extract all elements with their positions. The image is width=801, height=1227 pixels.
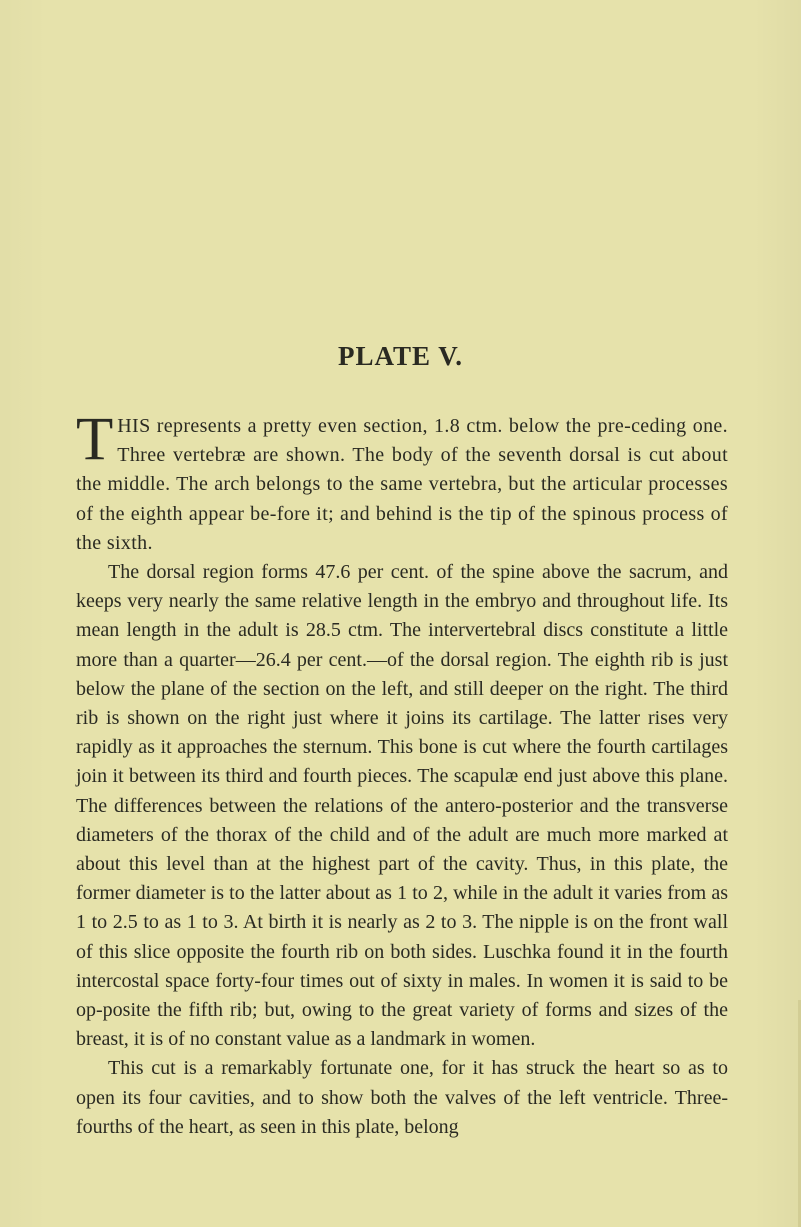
paragraph-3: This cut is a remarkably fortunate one, for it has struck the heart so as to open its four cavities, and to show both the valves of the left ventricle. Three-fourths of the heart, as seen in this plate, belong	[76, 1057, 728, 1138]
paragraph-2: The dorsal region forms 47.6 per cent. of the spine above the sacrum, and keeps very nearly the same relative length in the embryo and throughout life. Its mean length in the adult is 28.5 ctm. The intervertebral discs constitute a little more than a quarter—26.4 per cent.—of the dorsal region. The eighth rib is just below the plane of the section on the left, and still deeper on the right. The third rib is shown on the right just where it joins its cartilage. The latter rises very rapidly as it approaches the sternum. This bone is cut where the fourth cartilages join it between its third and fourth pieces. The scapulæ end just above this plane. The differences between the relations of the antero-posterior and the transverse diameters of the thorax of the child and of the adult are much more marked at about this level than at the highest part of the cavity. Thus, in this plate, the former diameter is to the latter about as 1 to 2, while in the adult it varies from as 1 to 2.5 to as 1 to 3. At birth it is nearly as 2 to 3. The nipple is on the front wall of this slice opposite the fourth rib on both sides. Luschka found it in the fourth intercostal space forty-four times out of sixty in males. In women it is said to be op-posite the fifth rib; but, owing to the great variety of forms and sizes of the breast, it is of no constant value as a landmark in women.	[76, 561, 728, 1051]
plate-title: PLATE V.	[337, 341, 464, 371]
paragraph-1	[76, 406, 728, 558]
paragraph-1-text: HIS represents a pretty even section, 1.8 ctm. below the pre-ceding one. Three vertebræ are shown. The body of the seventh dorsal is cut about the middle. The arch belongs to the same vertebra, but the articular processes of the eighth appear be-fore it; and behind is the tip of the spinous process of the sixth.	[76, 415, 728, 554]
body-text	[76, 406, 728, 1142]
drop-cap: T	[76, 406, 114, 473]
